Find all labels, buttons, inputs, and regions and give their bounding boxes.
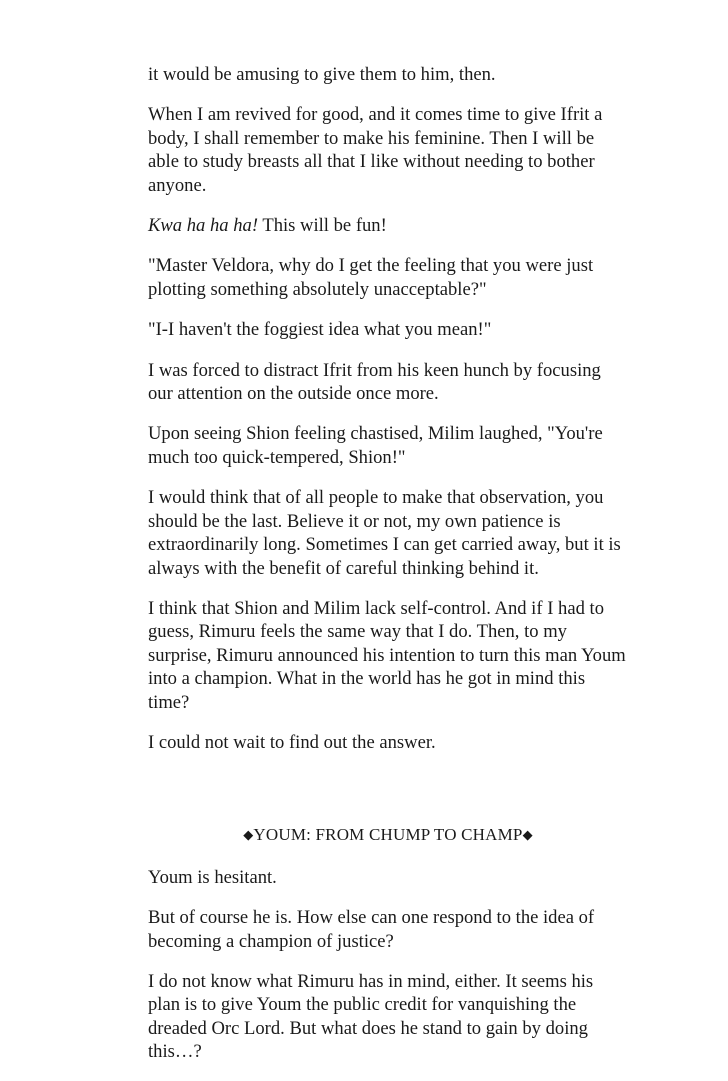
paragraph-11: Youm is hesitant. bbox=[148, 866, 277, 888]
section-spacer bbox=[148, 771, 628, 823]
paragraph-9: I think that Shion and Milim lack self-control. And if I had to guess, Rimuru feels the same way that I do. Then, to my surprise, Rimuru announced his intention to turn this man Youm into a champion. What in the world has he got in mind this time? bbox=[148, 597, 626, 713]
paragraph-12: But of course he is. How else can one respond to the idea of becoming a champion of justice? bbox=[148, 907, 595, 952]
page-body bbox=[148, 63, 628, 1081]
paragraph-8: I would think that of all people to make that observation, you should be the last. Believe it or not, my own patience is extraordinarily long. Sometimes I can get carried away, but it is always with the benefit of careful thinking behind it. bbox=[148, 487, 621, 579]
paragraph-10: I could not wait to find out the answer. bbox=[148, 731, 436, 753]
paragraph-4: "Master Veldora, why do I get the feeling that you were just plotting something absolutely unacceptable?" bbox=[148, 255, 594, 300]
paragraph-2: When I am revived for good, and it comes time to give Ifrit a body, I shall remember to make his feminine. Then I will be able to study breasts all that I like without needing to bother anyone. bbox=[148, 104, 603, 196]
laugh-remainder: This will be fun! bbox=[258, 215, 387, 237]
diamond-right-icon: ◆ bbox=[522, 827, 533, 843]
paragraph-1: it would be amusing to give them to him, then. bbox=[148, 64, 496, 85]
section-heading bbox=[148, 823, 628, 847]
diamond-left-icon: ◆ bbox=[243, 827, 254, 843]
paragraph-5: "I-I haven't the foggiest idea what you mean!" bbox=[148, 319, 492, 341]
paragraph-6: I was forced to distract Ifrit from his keen hunch by focusing our attention on the outside once more. bbox=[148, 359, 601, 405]
italic-laugh: Kwa ha ha ha! bbox=[148, 215, 259, 237]
paragraph-kwa-ha-ha bbox=[148, 214, 628, 237]
section-title: YOUM: FROM CHUMP TO CHAMP bbox=[253, 825, 523, 845]
paragraph-13: I do not know what Rimuru has in mind, either. It seems his plan is to give Youm the public credit for vanquishing the dreaded Orc Lord. But what does he stand to gain by doing this…? bbox=[148, 970, 594, 1063]
paragraph-7: Upon seeing Shion feeling chastised, Milim laughed, "You're much too quick-tempered, Shion!" bbox=[148, 423, 603, 468]
